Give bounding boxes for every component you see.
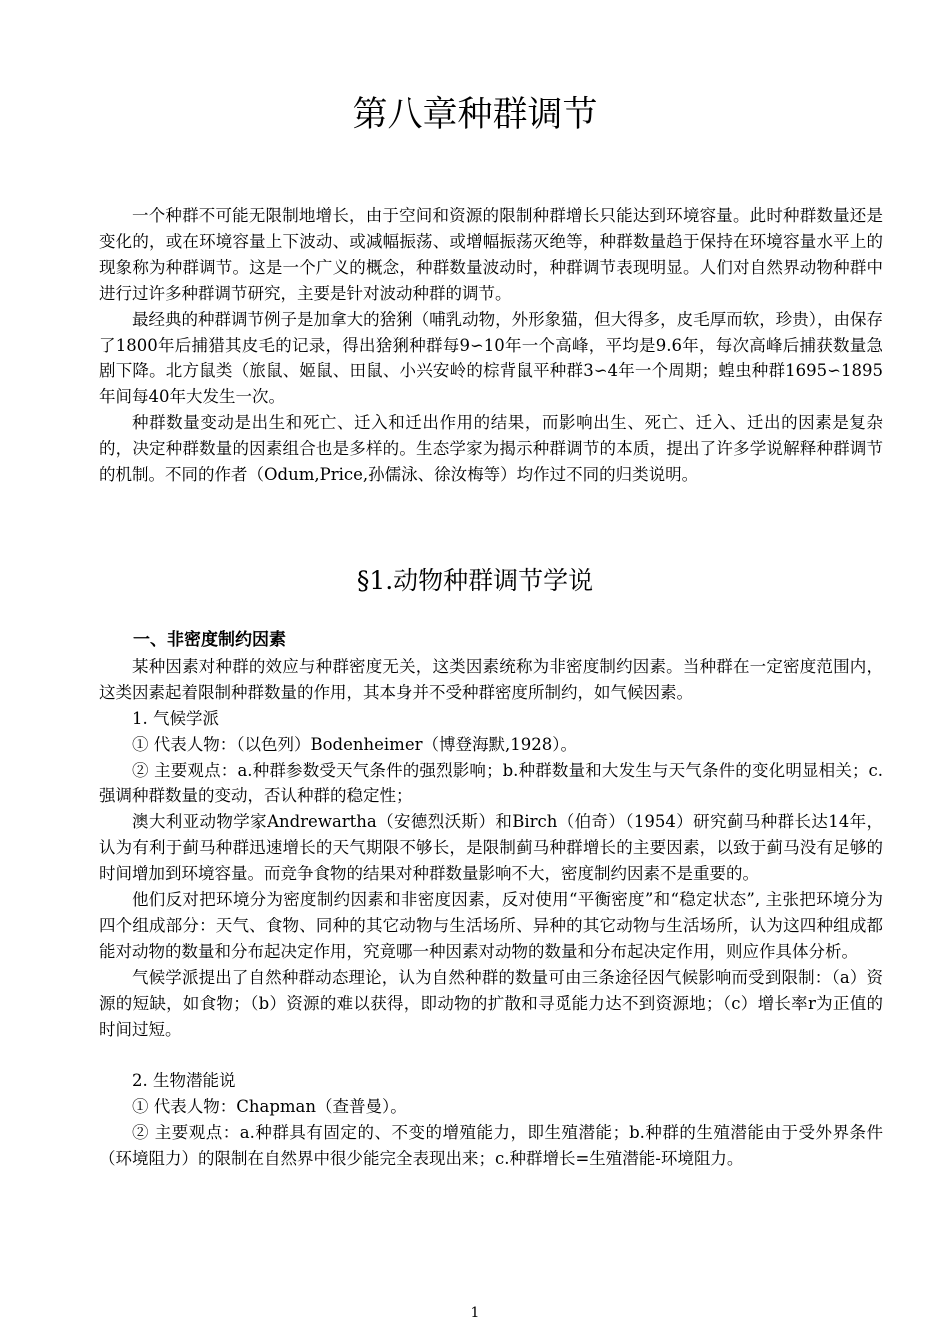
biotic-potential-viewpoint: ② 主要观点：a.种群具有固定的、不变的增殖能力，即生殖潜能；b.种群的生殖潜能由于受外界条件（环境阻力）的限制在自然界中很少能完全表现出来；c.种群增长=生殖潜能-环境阻力。: [99, 1123, 883, 1169]
chapter-title: 第八章种群调节: [352, 95, 598, 135]
intro-paragraph: 种群数量变动是出生和死亡、迁入和迁出作用的结果，而影响出生、死亡、迁入、迁出的因素是复杂的，决定种群数量的因素组合也是多样的。生态学家为揭示种群调节的本质，提出了许多学说解释种群调节的机制。不同的作者（Odum,Price,孙儒泳、徐汝梅等）均作过不同的归类说明。: [99, 413, 883, 485]
intro-paragraph: 一个种群不可能无限制地增长，由于空间和资源的限制种群增长只能达到环境容量。此时种群数量还是变化的，或在环境容量上下波动、或减幅振荡、或增幅振荡灭绝等，种群数量趋于保持在环境容量水平上的现象称为种群调节。这是一个广义的概念，种群数量波动时，种群调节表现明显。人们对自然界动物种群中进行过许多种群调节研究，主要是针对波动种群的调节。: [99, 206, 883, 303]
climate-school-representative: ① 代表人物：（以色列）Bodenheimer（博登海默,1928）。: [132, 734, 577, 754]
page-number: 1: [470, 1305, 480, 1321]
subsection-title: 一、非密度制约因素: [133, 630, 286, 650]
climate-school-heading: 1. 气候学派: [132, 708, 219, 728]
intro-paragraph: 最经典的种群调节例子是加拿大的猞猁（哺乳动物，外形象猫，但大得多，皮毛厚而软，珍贵），由保存了1800年后捕猎其皮毛的记录，得出猞猁种群每9∽10年一个高峰，平均是9.6年，每次高峰后捕获数量急剧下降。北方鼠类（旅鼠、姬鼠、田鼠、小兴安岭的棕背鼠平种群3∽4年一个周期；蝗虫种群1695∽1895年间每40年大发生一次。: [99, 309, 883, 407]
subsection-intro: 某种因素对种群的效应与种群密度无关，这类因素统称为非密度制约因素。当种群在一定密度范围内，这类因素起着限制种群数量的作用，其本身并不受种群密度所制约，如气候因素。: [99, 656, 883, 702]
climate-school-paragraph: 他们反对把环境分为密度制约因素和非密度因素，反对使用“平衡密度”和“稳定状态”, 主张把环境分为四个组成部分：天气、食物、同种的其它动物与生活场所、异种的其它动物与生活场所，认为这四种组成都能对动物的数量和分布起决定作用，究竟哪一种因素对动物的数量和分布起决定作用，则应作具体分析。: [99, 890, 883, 961]
climate-school-viewpoint: ② 主要观点：a.种群参数受天气条件的强烈影响；b.种群数量和大发生与天气条件的变化明显相关；c.强调种群数量的变动，否认种群的稳定性；: [99, 760, 883, 806]
section-body: [99, 628, 883, 1172]
paragraph-gap: [99, 1043, 883, 1069]
climate-school-paragraph: 气候学派提出了自然种群动态理论，认为自然种群的数量可由三条途径因气候影响而受到限制：（a）资源的短缺，如食物；（b）资源的难以获得，即动物的扩散和寻觅能力达不到资源地；（c）增长率r为正值的时间过短。: [99, 967, 883, 1039]
section-title: §1.动物种群调节学说: [356, 566, 594, 595]
biotic-potential-representative: ① 代表人物：Chapman（查普曼）。: [132, 1097, 407, 1117]
intro-section: [99, 203, 883, 488]
climate-school-paragraph: 澳大利亚动物学家Andrewartha（安德烈沃斯）和Birch（伯奇）（1954）研究蓟马种群长达14年，认为有利于蓟马种群迅速增长的天气期限不够长，是限制蓟马种群增长的主要因素，以致于蓟马没有足够的时间增加到环境容量。而竞争食物的结果对种群数量影响不大，密度制约因素不是重要的。: [99, 812, 883, 884]
biotic-potential-heading: 2. 生物潜能说: [132, 1071, 236, 1091]
